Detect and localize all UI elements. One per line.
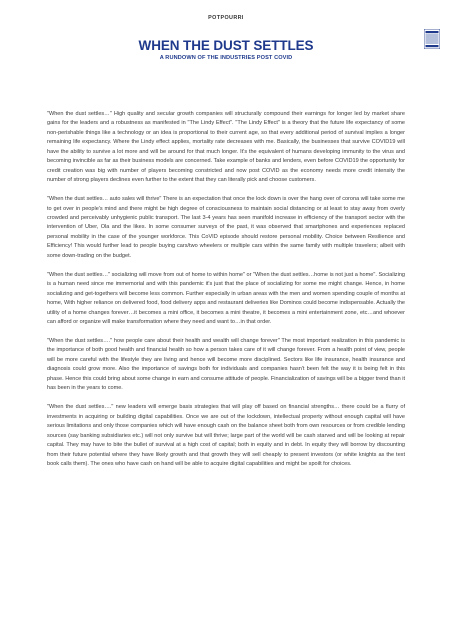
section-label: POTPOURRI [208,15,244,21]
article-subtitle: A RUNDOWN OF THE INDUSTRIES POST COVID [159,55,293,61]
paragraph: "When the dust settles… auto sales will thrive" There is an expectation that once the lock down is over the hang over of corona will take some me to get over in people's mind and there might be high degree of consciousness to maintain social distancing or at least to stay away from overly crowded and perceivably unhygienic public transport. The last 3-4 years has seen manifold increase in efficiency of the transport sector with the intervention of Uber, Ola and the likes. In some consumer surveys of the past, it was observed that smartphones and experiences replaced personal mobility in the case of the younger workforce. This CoVID episode should restore personal mobility. Choice between Resilience and Efficiency! This would further lead to people buying cars/two wheelers or multiple cars within the same family with multiple travelers; albeit with some down-trading on the budget. [47,196,405,259]
article-body [47,110,405,479]
paragraph: "When the dust settles…" High quality and secular growth companies will structurally compound their earnings for longer led by market share gains for the leaders and a robustness as manifested in "The Lindy Effect". "The Lindy Effect" is a theory that the future life expectancy of some non-perishable things like a technology or an idea is proportional to their current age, so that every additional period of survival implies a longer remaining life expectancy. Where the Lindy effect applies, mortality rate decreases with me. Basically, the businesses that survive COVID19 will have the ability to survive a lot more and will be around for that much longer. It's the equivalent of humans developing immunity to the virus and becoming invincible as far as their business models are concerned. Take example of banks and lenders, even before COVID19 the opportunity for credit creation was big with number of players becoming constricted and now post COVID as the economy needs more credit intensity the number of strong players declines even further to the extent that they can literally pick and choose customers. [47,111,405,184]
paragraph: "When the dust settles…." how people care about their health and wealth will change forever" The most important realization in this pandemic is the importance of both good health and financial health so how a person takes care of it will change forever. From a health point of view, people will be more careful with the lifestyle they are living and hence will become more disciplined. Sectors like life insurance, health insurance and diagnosis could grow more. Also the importance of savings both for individuals and companies hasn't been felt the way it is being felt in this phase. Hence this could bring about some change in earn and consume attitude of people. Financialization of savings will be a bigger trend than it has been in the years to come. [47,338,405,392]
paragraph: "When the dust settles…." new leaders will emerge basis strategies that will play off based on financial strengths… there could be a flurry of investments in acquiring or building digital capabilities. Once we are out of the lockdown, intellectual property without enough capital will have serious limitations and only those companies which will have enough cash on the balance sheet both from own resources or from credible lending sources (say banking subsidiaries etc.) will not only survive but will thrive; large part of the world will be cash starved and will be looking at repair capital. They may have to bite the bullet of survival at a high cost of capital; both in equity and in debt. In equity they will borrow by discounting from their future potential where they have likely growth and that growth they will sell cheaply to present investors (or white knights as the text book calls them). The ones who have cash on hand will be able to acquire digital capabilities and might be spoilt for choices. [47,404,405,467]
paragraph: "When the dust settles…" socializing will move from out of home to within home" or "When the dust settles…home is not just a home". Socializing is a human need since me immemorial and with this pandemic it's just that the place of socializing for some me might change. Hence, in home socializing and get-togethers will become less common. Further especially in urban areas with the men and women spending couple of months at home, With higher reliance on delivered food, food delivery apps and restaurant deliveries like Dominos could become indispensable. Actually the utility of a home changes forever…it becomes a mini office, it becomes a mini theatre, it becomes a mini entertainment zone, etc…and whoever can afford or organize will make transformation where they need and want to…in that order. [47,271,405,326]
article-title: WHEN THE DUST SETTLES [138,38,314,53]
